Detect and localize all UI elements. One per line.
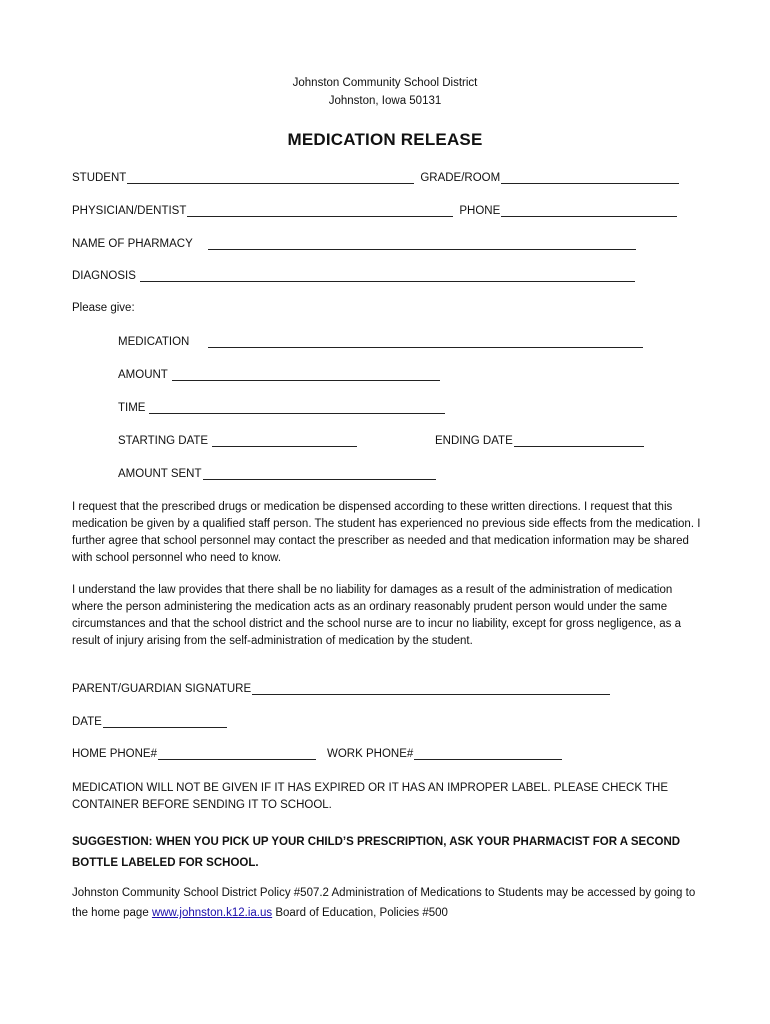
district-city: Johnston, Iowa 50131 [328,95,442,107]
physician-label: PHYSICIAN/DENTIST [72,205,187,217]
amount-row [118,369,440,381]
grade-room-label: GRADE/ROOM [420,172,501,184]
parent-signature-input[interactable] [252,683,610,695]
amount-sent-input[interactable] [203,468,436,480]
please-give-label: Please give: [72,302,135,314]
home-phone-row [72,748,316,760]
parent-signature-label: PARENT/GUARDIAN SIGNATURE [72,683,252,695]
time-row [118,402,445,414]
diagnosis-row [72,270,635,282]
student-input[interactable] [127,172,414,184]
amount-label: AMOUNT [118,369,168,381]
amount-sent-label: AMOUNT SENT [118,468,202,480]
ending-date-label: ENDING DATE [435,435,513,447]
student-label: STUDENT [72,172,127,184]
start-date-row [118,435,357,447]
time-label: TIME [118,402,146,414]
signature-row [72,683,610,695]
physician-row [72,205,677,217]
phone-label: PHONE [459,205,501,217]
grade-room-input[interactable] [501,172,679,184]
amount-sent-row [118,468,436,480]
page-title: MEDICATION RELEASE [287,130,483,149]
date-label: DATE [72,716,102,728]
expired-notice: MEDICATION WILL NOT BE GIVEN IF IT HAS EXPIRED OR IT HAS AN IMPROPER LABEL. PLEASE CHECK THE CONTAINER BEFORE SENDING IT TO SCHOOL. [72,782,669,811]
medication-row [118,336,643,348]
starting-date-label: STARTING DATE [118,435,209,447]
pharmacy-label: NAME OF PHARMACY [72,238,193,250]
home-phone-input[interactable] [158,748,316,760]
request-paragraph: I request that the prescribed drugs or medication be dispensed according to these written directions. I request that this medication be given by a qualified staff person. The student has experienced no previous side effects from the medication. I further agree that school personnel may contact the prescriber as needed and that medication information may be shared with school personnel who need to know. [72,501,701,564]
work-phone-row [327,748,562,760]
student-row [72,172,679,184]
time-input[interactable] [149,402,445,414]
physician-input[interactable] [187,205,453,217]
work-phone-label: WORK PHONE# [327,748,414,760]
diagnosis-label: DIAGNOSIS [72,270,136,282]
amount-input[interactable] [172,369,440,381]
ending-date-input[interactable] [514,435,644,447]
medication-label: MEDICATION [118,336,190,348]
end-date-row [435,435,644,447]
suggestion-notice: SUGGESTION: WHEN YOU PICK UP YOUR CHILD’S PRESCRIPTION, ASK YOUR PHARMACIST FOR A SECOND BOTTLE LABELED FOR SCHOOL. [72,836,681,869]
liability-paragraph: I understand the law provides that there shall be no liability for damages as a result of the administration of medication where the person administering the medication acts as an ordinary reasonably prudent person would under the same circumstances and that the school district and the school nurse are to incur no liability, except for gross negligence, as a result of injury arising from the self-administration of medication by the student. [72,584,681,647]
medication-input[interactable] [208,336,643,348]
work-phone-input[interactable] [414,748,562,760]
policy-text: Johnston Community School District Policy #507.2 Administration of Medications to Students may be accessed by going to the home page [72,887,696,919]
policy-tail: Board of Education, Policies #500 [275,907,448,919]
date-input[interactable] [103,716,227,728]
date-row [72,716,227,728]
district-name: Johnston Community School District [292,77,478,89]
starting-date-input[interactable] [212,435,357,447]
pharmacy-input[interactable] [208,238,636,250]
home-phone-label: HOME PHONE# [72,748,157,760]
policy-link[interactable]: www.johnston.k12.ia.us [151,907,273,919]
phone-input[interactable] [501,205,677,217]
diagnosis-input[interactable] [140,270,635,282]
pharmacy-row [72,238,636,250]
policy-notice [72,883,712,923]
